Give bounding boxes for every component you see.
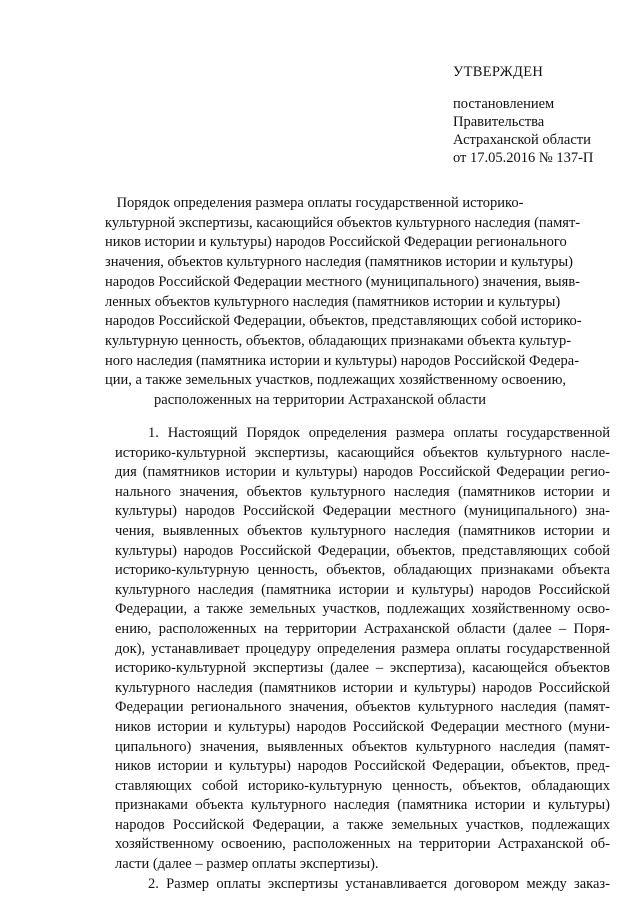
title-line: ленных объектов культурного наследия (памятников истории и культуры) bbox=[105, 293, 561, 310]
paragraph-1-line: дия (памятников истории и культуры) народов Российской Федерации регио- bbox=[115, 464, 610, 481]
paragraph-1-line: ласти (далее – размер оплаты экспертизы). bbox=[115, 856, 379, 873]
paragraph-2-line: 2. Размер оплаты экспертизы устанавливается договором между заказ- bbox=[148, 875, 610, 892]
paragraph-1-line: ставляющих собой историко-культурную ценность, объектов, обладающих bbox=[115, 777, 610, 794]
title-line: народов Российской Федерации местного (муниципального) значения, выяв- bbox=[105, 273, 580, 290]
paragraph-1-line: док), устанавливает процедуру определения размера оплаты государственной bbox=[115, 640, 610, 657]
paragraph-1-line: Федерации регионального значения, объектов культурного наследия (памят- bbox=[115, 699, 610, 716]
paragraph-1-line: культурного наследия (памятников истории и культуры) народов Российской bbox=[115, 679, 610, 696]
paragraph-1-line: культурного наследия (памятника истории и культуры) народов Российской bbox=[115, 581, 610, 598]
title-line: Порядок определения размера оплаты государственной историко- bbox=[116, 195, 524, 211]
paragraph-1-line: народов Российской Федерации, а также земельных участков, подлежащих bbox=[115, 816, 610, 833]
paragraph-1-line: историко-культурной экспертизы (далее – экспертиза), касающейся объектов bbox=[115, 660, 610, 677]
paragraph-1-line: ников истории и культуры) народов Российской Федерации, объектов, пред- bbox=[115, 758, 610, 775]
approval-title: УТВЕРЖДЕН bbox=[453, 64, 544, 80]
title-line: ции, а также земельных участков, подлежащих хозяйственному освоению, bbox=[105, 372, 567, 389]
paragraph-1-line: ников истории и культуры) народов Российской Федерации местного (муни- bbox=[115, 718, 610, 735]
paragraph-1-line: историко-культурную ценность, объектов, обладающих признаками объекта bbox=[115, 562, 610, 579]
paragraph-1-line: чения, выявленных объектов культурного наследия (памятников истории и bbox=[115, 522, 610, 539]
title-line: ного наследия (памятника истории и культуры) народов Российской Федера- bbox=[105, 352, 580, 369]
approval-line: постановлением bbox=[453, 96, 555, 112]
paragraph-1-line: культуры) народов Российской Федерации, объектов, представляющих собой bbox=[115, 542, 610, 559]
approval-date-number: от 17.05.2016 № 137-П bbox=[453, 150, 594, 166]
paragraph-1-line: ципального) значения, выявленных объектов культурного наследия (памят- bbox=[115, 738, 610, 755]
title-line: расположенных на территории Астраханской области bbox=[154, 392, 486, 409]
approval-block bbox=[0, 0, 640, 175]
title-line: культурную ценность, объектов, обладающих признаками объекта культур- bbox=[105, 332, 572, 349]
document-title bbox=[105, 194, 582, 411]
paragraph-1-line: признаками объекта культурного наследия (памятника истории и культуры) bbox=[115, 797, 610, 814]
paragraph-1-line: 1. Настоящий Порядок определения размера оплаты государственной bbox=[148, 425, 610, 441]
title-line: культурной экспертизы, касающийся объектов культурного наследия (памят- bbox=[105, 214, 581, 231]
title-line: народов Российской Федерации, объектов, представляющих собой историко- bbox=[105, 313, 582, 330]
paragraph-1-line: историко-культурной экспертизы, касающийся объектов культурного насле- bbox=[115, 444, 610, 461]
paragraph-1-line: нального значения, объектов культурного наследия (памятников истории и bbox=[115, 483, 610, 500]
paragraph-1-line: Федерации, а также земельных участков, подлежащих хозяйственному осво- bbox=[115, 601, 610, 618]
title-line: значения, объектов культурного наследия (памятников истории и культуры) bbox=[105, 254, 573, 271]
paragraph-1-line: хозяйственному освоению, расположенных на территории Астраханской об- bbox=[115, 836, 610, 853]
document-body bbox=[115, 424, 610, 894]
approval-line: Астраханской области bbox=[453, 132, 591, 148]
paragraph-1-line: ению, расположенных на территории Астраханской области (далее – Поря- bbox=[115, 620, 610, 637]
approval-line: Правительства bbox=[453, 114, 545, 130]
paragraph-1-line: культуры) народов Российской Федерации местного (муниципального) зна- bbox=[115, 503, 610, 520]
title-line: ников истории и культуры) народов Российской Федерации регионального bbox=[105, 234, 567, 251]
